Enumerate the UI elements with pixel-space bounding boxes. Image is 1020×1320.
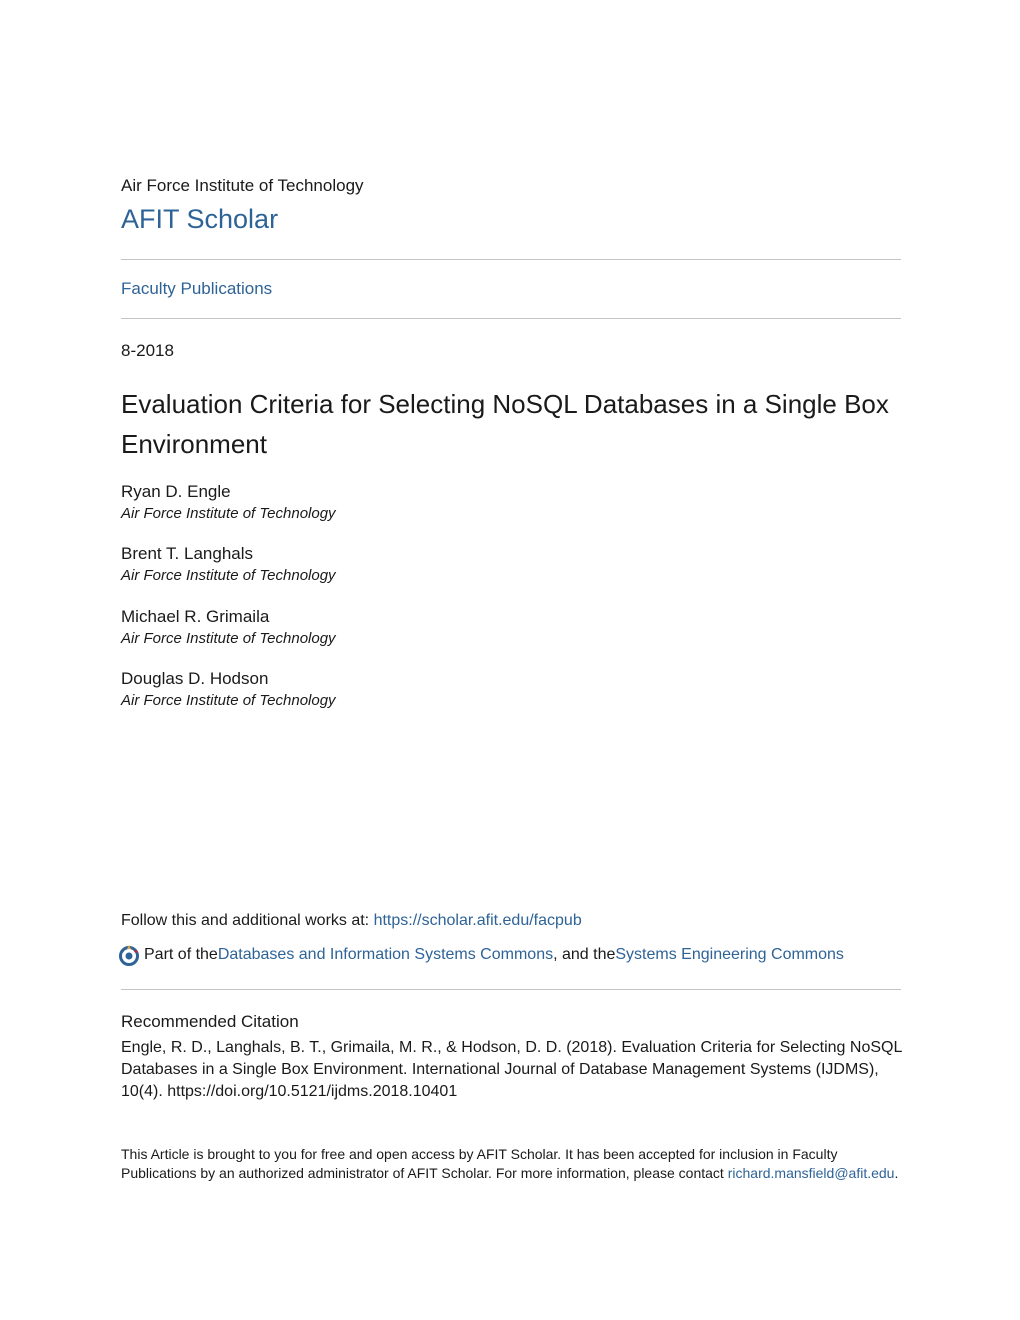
author-block [121,543,336,587]
part-of-middle: , and the [553,946,616,963]
publication-date: 8-2018 [121,341,174,360]
footer-text: This Article is brought to you for free and open access by AFIT Scholar. It has been accepted for inclusion in Faculty Publications by an authorized administrator of AFIT Scholar. For more information, please contact [121,1146,838,1181]
databases-commons-link[interactable]: Databases and Information Systems Commons [217,946,554,963]
author-affiliation: Air Force Institute of Technology [121,567,336,584]
citation-heading: Recommended Citation [121,1012,299,1031]
author-name: Ryan D. Engle [121,482,231,501]
facpub-link[interactable]: https://scholar.afit.edu/facpub [373,912,582,929]
author-block [121,606,336,650]
repository-link[interactable]: AFIT Scholar [121,204,279,234]
author-name: Douglas D. Hodson [121,669,269,688]
follow-line [121,912,582,930]
author-name: Michael R. Grimaila [121,607,270,626]
part-of-prefix: Part of the [144,946,218,963]
footer-notice [121,1145,906,1183]
contact-email-link[interactable]: richard.mansfield@afit.edu [727,1165,895,1181]
author-affiliation: Air Force Institute of Technology [121,692,336,709]
citation-text: Engle, R. D., Langhals, B. T., Grimaila, M. R., & Hodson, D. D. (2018). Evaluation Criteria for Selecting NoSQL Databases in a Single Box Environment. International Journal of Database Management Systems (IJDMS), 10(4). https://doi.org/10.5121/ijdms.2018.10401 [121,1039,902,1100]
author-affiliation: Air Force Institute of Technology [121,505,336,522]
author-block [121,481,336,525]
divider [121,318,901,319]
divider [121,259,901,260]
article-title: Evaluation Criteria for Selecting NoSQL Databases in a Single Box Environment [121,389,889,459]
systems-engineering-commons-link[interactable]: Systems Engineering Commons [615,946,844,963]
divider [121,989,901,990]
part-of-line [118,944,844,966]
network-icon [118,944,140,966]
author-name: Brent T. Langhals [121,544,253,563]
follow-prefix: Follow this and additional works at: [121,912,374,929]
author-affiliation: Air Force Institute of Technology [121,630,336,647]
author-block [121,668,336,712]
institution-name: Air Force Institute of Technology [121,176,364,195]
footer-end: . [894,1165,899,1181]
collection-link[interactable]: Faculty Publications [121,279,273,298]
